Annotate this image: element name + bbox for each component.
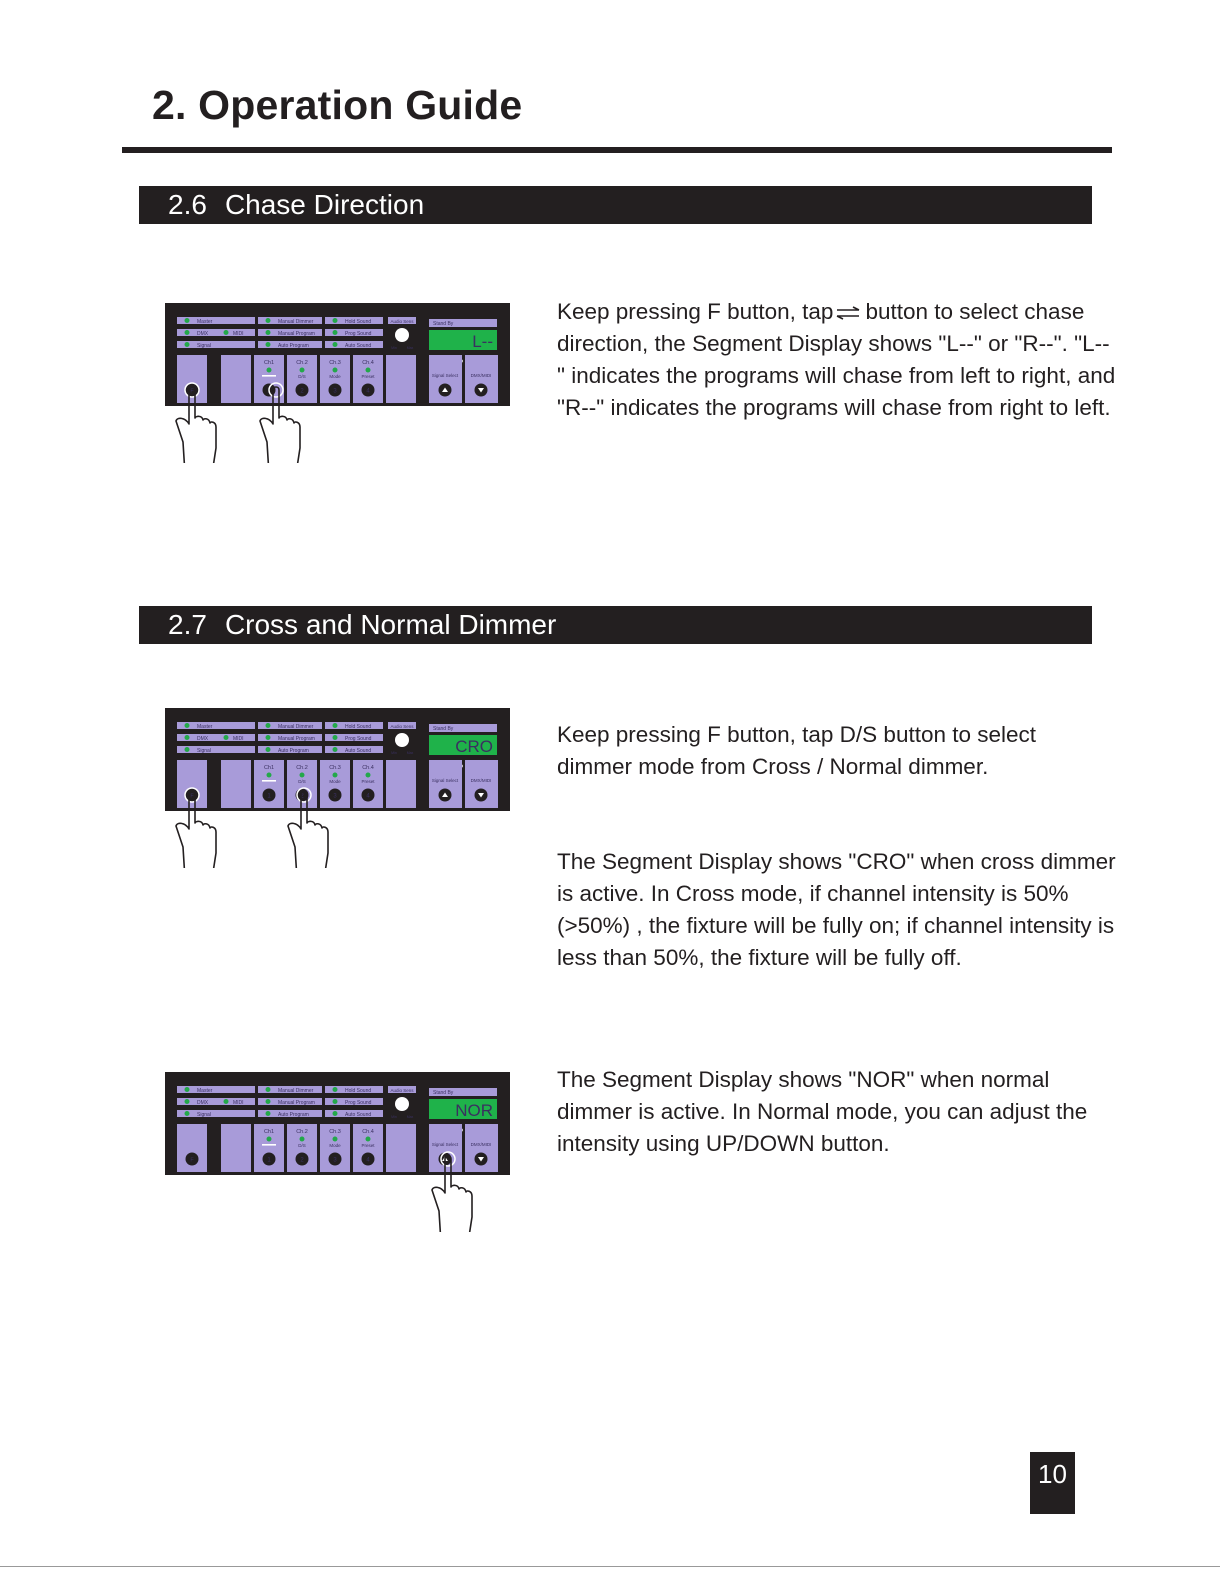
status-led [333,747,338,752]
panel-label: Min [391,1115,397,1119]
panel-label: DMX/MIDI [470,373,492,378]
panel-label: Prog Sound [345,1100,372,1106]
bar-mark [262,1144,276,1146]
status-led [185,1087,190,1092]
panel-key[interactable] [386,760,416,808]
panel-label: Auto Program [278,343,309,349]
bottom-rule [0,1566,1220,1567]
panel-label: Ch.4 [362,765,374,771]
status-led [266,1087,271,1092]
status-led [185,330,190,335]
panel-label: F [190,388,194,395]
panel-label: Manual Program [278,736,315,742]
control-panel-cross [163,708,513,868]
panel-label: 1 [267,793,271,800]
panel-label: Mode [329,779,341,784]
panel-label: Preset [361,1143,375,1148]
channel-led [333,1137,338,1142]
panel-label: Hold Sound [345,1088,372,1094]
panel-label: 4 [366,388,370,395]
panel-label: Manual Dimmer [278,1088,314,1094]
channel-led [267,368,272,373]
cross-mode-text: The Segment Display shows "CRO" when cross dimmer is active. In Cross mode, if channel intensity is 50%(>50%) , the fixture will be fully on; if channel intensity is less than 50%, the fixture will be fully off. [557,849,1116,970]
status-led [333,330,338,335]
status-led [224,1099,229,1104]
chase-direction-text [557,296,1117,424]
panel-label: Master [197,724,213,730]
panel-key[interactable] [386,1124,416,1172]
panel-label: F [190,793,194,800]
status-led [266,318,271,323]
panel-label: Ch1 [263,360,275,366]
panel-label: Max [406,751,414,755]
direction-arrows-icon [835,306,861,320]
panel-label: D/S [298,779,306,784]
channel-led [366,368,371,373]
panel-label: Auto Program [278,748,309,754]
panel-key[interactable] [221,1124,251,1172]
status-led [185,318,190,323]
status-led [224,330,229,335]
status-led [333,342,338,347]
audio-sens-knob[interactable] [395,328,409,342]
panel-label: 4 [366,1157,370,1164]
panel-label: F [190,1157,194,1164]
panel-label: Prog Sound [345,331,372,337]
panel-label: DMX [197,736,209,742]
panel-label: Audio Sens [390,724,414,729]
section-header-chase-direction [139,186,1092,224]
panel-label: Min [391,346,397,350]
title-rule [122,147,1112,153]
status-led [266,1099,271,1104]
panel-label: Min [391,751,397,755]
panel-label: Ch.2 [296,1129,308,1135]
panel-label: Ch.3 [329,765,341,771]
audio-sens-knob[interactable] [395,1097,409,1111]
panel-label: 2 [300,388,304,395]
section-number: 2.6 [168,189,207,220]
panel-label: 3 [333,793,337,800]
panel-label: Ch.2 [296,765,308,771]
panel-label: Ch.2 [296,360,308,366]
panel-label: Hold Sound [345,319,372,325]
panel-label: MIDI [233,331,244,337]
normal-mode-text: The Segment Display shows "NOR" when normal dimmer is active. In Normal mode, you can adjust the intensity using UP/DOWN button. [557,1067,1088,1156]
panel-label: Stand By [433,1090,454,1096]
panel-label: Max [406,346,414,350]
control-panel-chase [163,303,513,463]
panel-label: Ch.4 [362,1129,374,1135]
panel-label: MIDI [233,1100,244,1106]
panel-label: 1 [267,388,271,395]
channel-led [333,773,338,778]
channel-led [300,773,305,778]
panel-label: Master [197,1088,213,1094]
panel-label: Preset [361,779,375,784]
segment-display-value: NOR [455,1101,493,1120]
status-led [333,1111,338,1116]
segment-display-value: CRO [455,737,493,756]
status-led [266,735,271,740]
panel-label: Signal Select [431,778,459,783]
panel-label: Signal [197,1112,211,1118]
status-led [185,723,190,728]
status-led [333,723,338,728]
panel-label: Stand By [433,726,454,732]
section-header-cross-normal-dimmer [139,606,1092,644]
channel-led [300,1137,305,1142]
channel-led [366,1137,371,1142]
page-title: 2. Operation Guide [152,82,523,128]
bar-mark [262,375,276,377]
panel-label: Ch1 [263,765,275,771]
panel-label: Preset [361,374,375,379]
panel-label: DMX [197,1100,209,1106]
panel-label: 2 [300,793,304,800]
panel-label: Prog Sound [345,736,372,742]
panel-label: Manual Dimmer [278,724,314,730]
panel-label: Signal [197,748,211,754]
channel-led [366,773,371,778]
section-title: Chase Direction [224,189,425,220]
status-led [266,723,271,728]
status-led [185,735,190,740]
panel-label: Ch.3 [329,1129,341,1135]
panel-label: Ch.3 [329,360,341,366]
audio-sens-knob[interactable] [395,733,409,747]
panel-label: Auto Sound [345,748,372,754]
panel-label: D/S [298,374,306,379]
status-led [185,342,190,347]
channel-led [333,368,338,373]
status-led [185,747,190,752]
panel-label: DMX/MIDI [470,1142,492,1147]
panel-label: 1 [267,1157,271,1164]
panel-key[interactable] [386,355,416,403]
status-led [266,747,271,752]
status-led [333,1087,338,1092]
panel-label: Ch.4 [362,360,374,366]
chase-text-end: button to select chase direction, the Segment Display shows "L--" or "R--". "L--" indicates the programs will chase from left to right, and "R--" indicates the programs will chase from right to left. [557,299,1116,420]
panel-label: Mode [329,1143,341,1148]
panel-key[interactable] [221,760,251,808]
status-led [266,1111,271,1116]
panel-label: Hold Sound [345,724,372,730]
panel-label: 3 [333,388,337,395]
panel-label: 3 [333,1157,337,1164]
bar-mark [262,780,276,782]
panel-label: D/S [298,1143,306,1148]
panel-label: Signal [197,343,211,349]
panel-label: Signal Select [431,373,459,378]
panel-label: Master [197,319,213,325]
panel-label: Auto Sound [345,343,372,349]
panel-label: 4 [366,793,370,800]
panel-label: Max [406,1115,414,1119]
panel-label: Manual Dimmer [278,319,314,325]
status-led [185,1111,190,1116]
panel-label: Stand By [433,321,454,327]
panel-label: 2 [300,1157,304,1164]
panel-label: Audio Sens [390,319,414,324]
panel-label: Auto Program [278,1112,309,1118]
channel-led [300,368,305,373]
panel-label: Ch1 [263,1129,275,1135]
channel-led [267,773,272,778]
section-number: 2.7 [168,609,207,640]
chase-text-start: Keep pressing F button, tap [557,299,834,324]
panel-label: Auto Sound [345,1112,372,1118]
channel-led [267,1137,272,1142]
segment-display-value: L-- [472,332,493,351]
status-led [333,1099,338,1104]
panel-label: DMX/MIDI [470,778,492,783]
panel-label: Mode [329,374,341,379]
panel-label: MIDI [233,736,244,742]
status-led [333,735,338,740]
status-led [333,318,338,323]
control-panel-normal [163,1072,513,1232]
panel-key[interactable] [221,355,251,403]
status-led [185,1099,190,1104]
panel-label: Manual Program [278,331,315,337]
section-title: Cross and Normal Dimmer [224,609,557,640]
panel-label: DMX [197,331,209,337]
status-led [224,735,229,740]
panel-label: Manual Program [278,1100,315,1106]
dimmer-select-text: Keep pressing F button, tap D/S button to select dimmer mode from Cross / Normal dimmer. [557,722,1037,779]
panel-label: Audio Sens [390,1088,414,1093]
page-number: 10 [1030,1452,1075,1514]
panel-label: Signal Select [431,1142,459,1147]
status-led [266,342,271,347]
status-led [266,330,271,335]
